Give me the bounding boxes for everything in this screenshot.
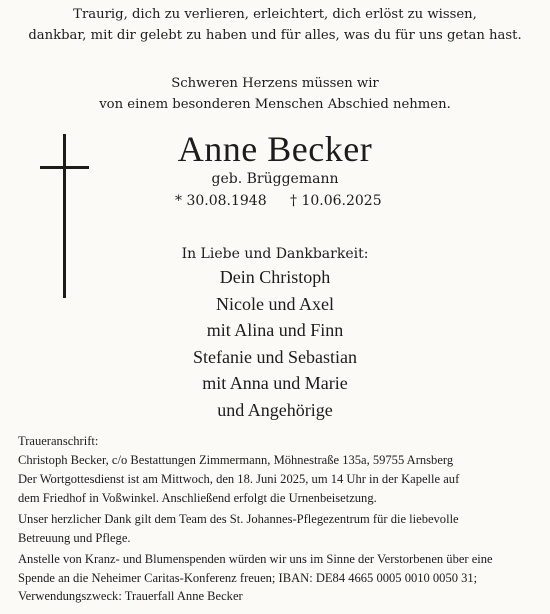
thanks-line-1: Unser herzlicher Dank gilt dem Team des St. Johannes-Pflegezentrum für die liebevolle [18,512,459,526]
donation-line-2: Spende an die Neheimer Caritas-Konferenz freuen; IBAN: DE84 4665 0005 0010 0050 31; [18,570,478,585]
birth-date: * 30.08.1948 [175,193,267,209]
farewell-text [0,73,550,115]
intro-line-2: dankbar, mit dir gelebt zu haben und für alles, was du für uns getan hast. [28,28,522,43]
death-date: † 10.06.2025 [290,193,382,209]
mourners-list [0,264,550,423]
mourner-line: und Angehörige [217,399,333,420]
donation-line-1: Anstelle von Kranz- und Blumenspenden würden wir uns im Sinne der Verstorbenen über eine [18,552,493,566]
service-line-2: dem Friedhof in Voßwinkel. Anschließend erfolgt die Urnenbeisetzung. [18,490,377,505]
deceased-name: Anne Becker [177,129,373,169]
mourner-line: Dein Christoph [219,267,331,287]
donation-note [18,550,536,606]
thanks-line-2: Betreuung und Pflege. [18,530,131,545]
address-label: Traueranschrift: [18,434,99,448]
mourner-line: Stefanie und Sebastian [193,346,357,367]
thanks-note [18,510,536,547]
service-line-1: Der Wortgottesdienst ist am Mittwoch, den 18. Juni 2025, um 14 Uhr in der Kapelle auf [18,472,460,486]
mourner-line: mit Anna und Marie [202,373,348,393]
mourner-line: mit Alina und Finn [206,320,344,340]
donation-line-3: Verwendungszweck: Trauerfall Anne Becker [18,589,243,603]
birth-name: geb. Brüggemann [211,171,339,187]
service-info [18,470,536,507]
address-text: Christoph Becker, c/o Bestattungen Zimmermann, Möhnestraße 135a, 59755 Arnsberg [18,452,454,467]
farewell-line-2: von einem besonderen Menschen Abschied nehmen. [99,97,451,112]
mourner-line: Nicole und Axel [216,293,334,314]
intro-line-1: Traurig, dich zu verlieren, erleichtert, dich erlöst zu wissen, [73,7,477,22]
farewell-line-1: Schweren Herzens müssen wir [171,76,379,91]
mourning-address [18,432,536,469]
intro-verse [0,4,550,46]
family-intro: In Liebe und Dankbarkeit: [181,246,369,262]
